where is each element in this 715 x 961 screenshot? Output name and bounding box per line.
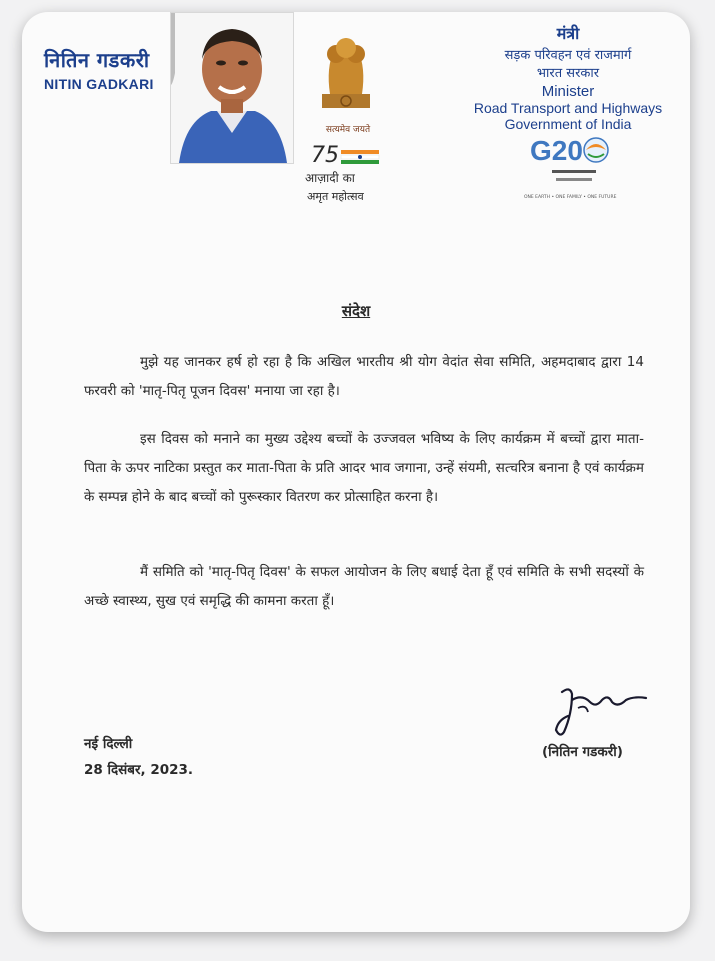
letter-document [22, 12, 690, 932]
letter-date: 28 दिसंबर, 2023. [84, 762, 194, 778]
amrit-line1: आज़ादी का [305, 171, 355, 185]
national-emblem-icon [316, 28, 376, 118]
letter-place: नई दिल्ली [84, 736, 133, 752]
amrit-line2: अमृत महोत्सव [307, 190, 364, 203]
g20-label: G20 [530, 135, 583, 166]
designation-hindi: मंत्री [556, 24, 580, 43]
portrait-photo [170, 12, 294, 164]
letter-title: संदेश [341, 302, 371, 320]
letterhead-designation [452, 22, 684, 132]
signatory-name: (नितिन गडकरी) [542, 744, 623, 760]
paragraph-1: मुझे यह जानकर हर्ष हो रहा है कि अखिल भारतीय श्री योग वेदांत सेवा समिति, अहमदाबाद द्वारा 14 फरवरी को 'मातृ-पितृ पूजन दिवस' मनाया जा रहा है। [84, 354, 644, 399]
paragraph-2: इस दिवस को मनाने का मुख्य उद्देश्य बच्चों के उज्जवल भविष्य के लिए कार्यक्रम में बच्चों द्वारा माता-पिता के ऊपर नाटिका प्रस्तुत कर माता-पिता के प्रति आदर भाव जगाना, उन्हें संयमी, सत्चरित्र बनाना है एवं कार्यक्रम के सम्पन्न होने के बाद बच्चों को पुरूस्कार वितरण कर प्रोत्साहित करना है। [84, 431, 644, 505]
amrit-mahotsav-logo [305, 138, 395, 208]
amrit-number: 75 [311, 143, 339, 168]
g20-subtitle: ONE EARTH • ONE FAMILY • ONE FUTURE [524, 195, 617, 200]
ministry-hindi: सड़क परिवहन एवं राजमार्ग [504, 48, 632, 63]
letterhead-name-hindi: नितिन गडकरी [44, 48, 150, 72]
ministry-english: Road Transport and Highways [473, 100, 663, 116]
emblem-motto: सत्यमेव जयते [325, 125, 371, 135]
letterhead-name-english: NITIN GADKARI [44, 76, 154, 92]
handwritten-signature [542, 680, 652, 740]
government-english: Government of India [504, 116, 632, 132]
designation-english: Minister [541, 83, 595, 100]
government-hindi: भारत सरकार [536, 66, 600, 81]
g20-logo [522, 130, 622, 206]
paragraph-3: मैं समिति को 'मातृ-पितृ दिवस' के सफल आयोजन के लिए बधाई देता हूँ एवं समिति के सभी सदस्यों के अच्छे स्वास्थ्य, सुख एवं समृद्धि की कामना करता हूँ। [84, 564, 644, 609]
